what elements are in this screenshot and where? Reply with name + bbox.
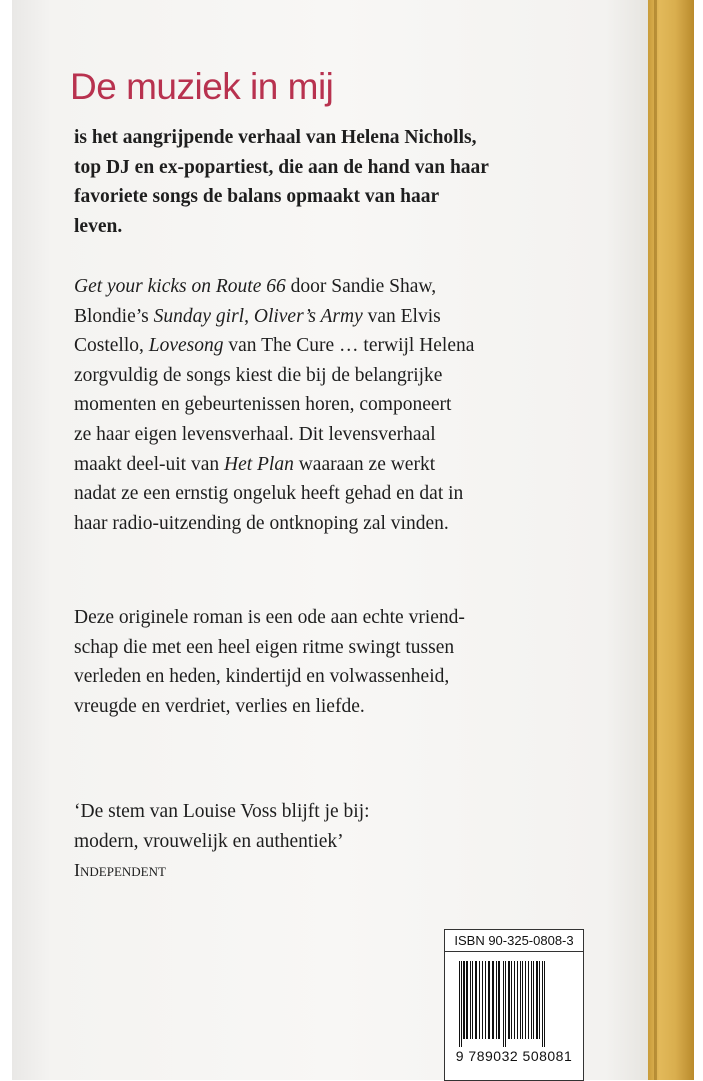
barcode-bar [528,961,529,1039]
songs-line: haar radio-uitzending de ontknoping zal vinden. [74,512,449,534]
barcode-bars [457,961,571,1047]
songs-text: , [244,305,254,327]
songs-line: zorgvuldig de songs kiest die bij de belangrijke [74,364,443,386]
barcode-bar [514,961,515,1039]
barcode-bar [472,961,473,1039]
barcode-bar [517,961,518,1039]
songs-line [74,302,474,332]
songs-text: door Sandie Shaw, [285,276,437,297]
song-title: Get your kicks on Route 66 [74,276,286,297]
barcode-bar [479,961,480,1039]
barcode-bar [542,961,543,1047]
intro-line: favoriete songs de balans opmaakt van haar [74,186,440,208]
quote-source: Independent [74,860,166,881]
songs-text: van The Cure … terwijl Helena [223,335,475,357]
songs-text: waaraan ze werkt [293,453,436,475]
roman-line: vreugde en verdriet, verlies en liefde. [74,695,365,717]
song-title: Lovesong [148,335,224,357]
quote-line: ‘De stem van Louise Voss blijft je bij: [74,801,370,822]
barcode-bar [533,961,534,1039]
barcode-bar [463,961,465,1039]
songs-text: Blondie’s [74,305,154,327]
barcode-bar [525,961,526,1039]
barcode-bar [531,961,532,1039]
barcode-bar [459,961,460,1047]
barcode-bar [503,961,504,1047]
song-title: Sunday girl [153,305,245,327]
barcode-bar [461,961,462,1047]
barcode-bar [520,961,521,1039]
songs-line: nadat ze een ernstig ongeluk heeft gehad en dat in [74,483,464,505]
barcode-bar [505,961,506,1047]
barcode-bar [488,961,490,1039]
songs-line: momenten en gebeurtenissen horen, componeert [74,394,452,416]
roman-line: verleden en heden, kindertijd en volwassenheid, [74,666,450,688]
barcode-bar [544,961,545,1047]
barcode-bar [470,961,471,1039]
songs-text: maakt deel-uit van [74,453,224,475]
barcode-bar [475,961,477,1039]
roman-line: Deze originele roman is een ode aan echte vriend- [74,607,465,628]
songs-paragraph [74,272,474,538]
barcode-bar [496,961,497,1039]
songs-text: van Elvis [362,305,441,327]
barcode-bar [511,961,512,1039]
plan-title: Het Plan [223,453,294,475]
barcode [444,951,584,1081]
intro-line: is het aangrijpende verhaal van Helena Nicholls, [74,127,477,148]
barcode-bar [539,961,540,1039]
barcode-bar [536,961,538,1039]
barcode-bar [466,961,468,1039]
songs-line [74,331,474,361]
barcode-bar [482,961,483,1039]
barcode-bar [485,961,486,1039]
songs-line [74,272,474,302]
quote-line: modern, vrouwelijk en authentiek’ [74,830,344,852]
intro-line: leven. [74,215,123,237]
barcode-bar [492,961,494,1039]
song-title: Oliver’s Army [253,305,363,327]
roman-line: schap die met een heel eigen ritme swingt tussen [74,636,455,658]
book-title: De muziek in mij [70,66,334,107]
book-spine [648,0,694,1080]
intro-line: top DJ en ex-popartiest, die aan de hand van haar [74,156,489,178]
barcode-bar [498,961,500,1039]
review-quote [74,797,370,886]
barcode-bar [508,961,510,1039]
scan-margin [694,0,703,1080]
roman-paragraph [74,603,465,721]
songs-line: ze haar eigen levensverhaal. Dit levensverhaal [74,423,436,445]
barcode-bar [522,961,523,1039]
isbn-label: ISBN 90-325-0808-3 [444,929,584,953]
songs-text: Costello, [74,335,149,357]
intro-paragraph [74,123,489,241]
songs-line [74,450,474,480]
barcode-number: 9 789032 508081 [455,1048,573,1064]
